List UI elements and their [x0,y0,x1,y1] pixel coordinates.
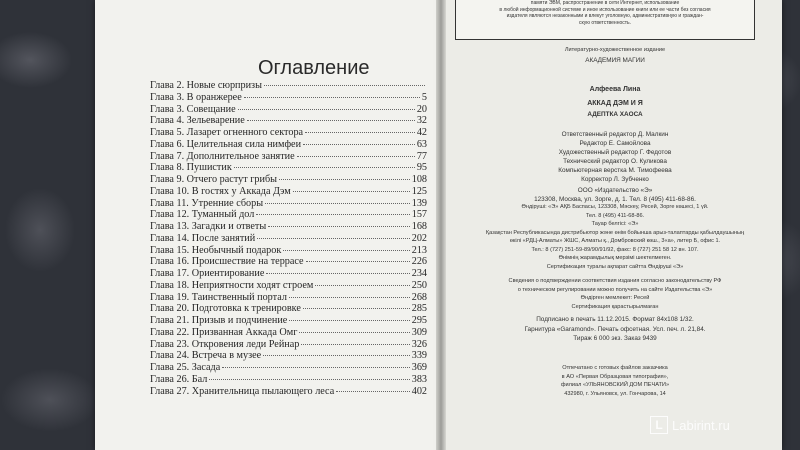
toc-entry-page: 108 [411,174,427,185]
genre-line: Литературно-художественное издание [564,47,666,53]
staff-line: Корректор Л. Зубченко [581,176,649,183]
kz-line: Қазақстан Республикасында дистрибьютор және өнім бойынша арыз-талаптарды қабылдаушының [485,229,745,236]
copyright-notice-box [455,0,755,40]
kz-line: өкілі «РДЦ-Алматы» ЖШС, Алматы қ., Домбровский көш., 3«а», литер Б, офис 1. [509,238,721,244]
publisher-line: 123308, Москва, ул. Зорге, д. 1. Тел. 8 (495) 411-68-86. [534,196,696,203]
printer-line: в АО «Первая Образцовая типография», [561,373,669,380]
cert-line: Сертификация қарастырылмаған [571,303,659,310]
toc-entry-label: Глава 16. Происшествие на террасе [150,256,304,268]
toc-entry-page: 168 [411,221,427,232]
toc-entry-label: Глава 14. После занятий [150,232,256,244]
notice-line: скую ответственность. [578,19,632,26]
book-title-line: АККАД ДЭМ И Я [587,100,643,107]
staff-line: Художественный редактор Г. Федотов [558,149,672,156]
toc-dot-leader [266,273,409,274]
toc-entry-label: Глава 7. Дополнительное занятие [150,150,295,162]
print-line: Тираж 6 000 экз. Заказ 9439 [573,335,657,342]
toc-entry-page: 202 [411,232,427,244]
toc-entry-page: 32 [416,115,427,127]
staff-line: Редактор Е. Самойлова [579,140,651,147]
toc-entry [150,80,427,92]
staff-line: Технический редактор О. Куликова [563,158,667,165]
toc-dot-leader [289,320,409,321]
toc-entry-page: 42 [416,127,427,138]
cert-line: о техническом регулировании можно получить на сайте Издательства «Э» [517,286,713,293]
toc-entry [150,209,427,221]
printer-line: 432980, г. Ульяновск, ул. Гончарова, 14 [564,390,666,397]
toc-entry-page: 402 [411,385,427,397]
toc-dot-leader [265,203,410,204]
toc-entry-label: Глава 25. Засада [150,362,221,373]
toc-entry-page: 268 [411,291,427,303]
toc-entry-label: Глава 4. Зельеварение [150,115,245,127]
toc-dot-leader [256,214,409,215]
toc-dot-leader [238,109,415,110]
toc-dot-leader [257,238,410,239]
toc-entry-label: Глава 24. Встреча в музее [150,350,262,362]
toc-entry-page: 226 [411,256,427,268]
toc-entry [150,174,427,186]
toc-entry-page: 295 [411,315,427,326]
toc-entry [150,115,427,127]
cert-line: Өндірген мемлекет: Ресей [580,295,650,301]
kz-line: Сертификация туралы ақпарат сайтта Өндіруші «Э» [546,263,684,270]
toc-entry-page: 20 [416,103,427,115]
publisher-line: ООО «Издательство «Э» [577,187,653,194]
toc-dot-leader [268,226,410,227]
cert-line: Сведения о подтверждении соответствия издания согласно законодательству РФ [508,278,722,284]
toc-entry [150,268,427,280]
author-line: Алфеева Лина [589,86,641,93]
toc-entry-page: 139 [411,197,427,209]
toc-entry [150,280,427,292]
toc-entry [150,350,427,362]
toc-dot-leader [305,132,415,133]
toc-dot-leader [283,250,409,251]
toc-dot-leader [301,344,409,345]
toc-entry [150,362,427,374]
kz-line: Тауар белгісі: «Э» [591,221,639,227]
toc-entry-label: Глава 21. Призыв и подчинение [150,315,288,326]
toc-entry [150,233,427,245]
toc-entry-label: Глава 17. Ориентирование [150,268,265,279]
toc-entry [150,315,427,327]
toc-entry-label: Глава 8. Пушистик [150,162,232,174]
printer-line: Отпечатано с готовых файлов заказчика [562,365,668,371]
toc-entry-label: Глава 9. Отчего растут грибы [150,174,277,185]
toc-entry-label: Глава 6. Целительная сила нимфеи [150,138,302,150]
toc-entry-label: Глава 10. В гостях у Аккада Дэм [150,185,291,197]
kz-line: Тел.: 8 (727) 251-59-89/90/91/92, факс: 8 (727) 251 58 12 вн. 107. [531,246,699,253]
toc-entry [150,92,427,104]
toc-dot-leader [247,120,415,121]
toc-entry [150,198,427,210]
toc-entry-page: 125 [411,185,427,197]
toc-entry-label: Глава 3. Совещание [150,103,236,115]
printer-line: филиал «УЛЬЯНОВСКИЙ ДОМ ПЕЧАТИ» [560,382,670,388]
toc-dot-leader [303,144,415,145]
kz-line: Тел. 8 (495) 411-68-86. [585,212,645,219]
toc-entry [150,151,427,163]
toc-entry-label: Глава 2. Новые сюрпризы [150,80,262,91]
book-subtitle-line: АДЕПТКА ХАОСА [587,111,643,118]
toc-entry-page: 5 [421,91,427,103]
toc-entry-page: 77 [416,150,427,162]
toc-dot-leader [234,167,415,168]
toc-dot-leader [303,308,410,309]
toc-entry-label: Глава 15. Необычный подарок [150,244,282,256]
staff-line: Компьютерная верстка М. Тимофеева [558,167,672,174]
toc-entry-label: Глава 22. Призванная Аккада Омг [150,326,298,338]
toc-entry-label: Глава 12. Туманный дол [150,209,255,221]
toc-entry [150,374,427,386]
toc-entry [150,303,427,315]
toc-dot-leader [289,297,410,298]
notice-line: памяти ЭВМ, распространение в сети Интернет, использование [530,0,680,6]
toc-dot-leader [336,391,409,392]
toc-entry-page: 285 [411,303,427,315]
watermark [650,416,730,434]
toc-entry-label: Глава 13. Загадки и ответы [150,221,267,232]
toc-entry-label: Глава 11. Утренние сборы [150,197,264,209]
toc-dot-leader [264,85,425,86]
toc-entry-page: 339 [411,350,427,362]
toc-entry [150,245,427,257]
toc-entry-label: Глава 26. Бал [150,373,208,385]
toc-entry [150,339,427,351]
toc-dot-leader [222,367,409,368]
toc-entry [150,186,427,198]
toc-entry-page: 157 [411,209,427,221]
toc-dot-leader [263,355,410,356]
toc-entry [150,221,427,233]
toc-dot-leader [244,97,420,98]
labirint-logo-icon: L [650,416,668,434]
watermark-text: Labirint.ru [672,417,730,433]
toc-dot-leader [279,179,410,180]
toc-entry [150,162,427,174]
series-line: АКАДЕМИЯ МАГИИ [585,57,645,64]
toc-dot-leader [315,285,409,286]
toc-entry-page: 213 [411,244,427,256]
toc-title: Оглавление [258,57,370,79]
toc-entry-page: 250 [411,279,427,291]
notice-line: издателя являются незаконными и влекут уголовную, административную и граждан- [506,13,704,19]
toc-list [150,80,427,397]
toc-entry-label: Глава 5. Лазарет огненного сектора [150,127,304,138]
toc-dot-leader [293,191,410,192]
toc-dot-leader [297,156,415,157]
toc-entry [150,139,427,151]
toc-entry [150,256,427,268]
toc-entry-page: 234 [411,268,427,279]
staff-line: Ответственный редактор Д. Малкин [561,131,669,138]
toc-entry-page: 383 [411,373,427,385]
toc-entry-label: Глава 3. В оранжерее [150,91,242,103]
notice-line: в любой информационной системе и иное использование книги или ее части без согласия [499,6,711,13]
toc-entry [150,104,427,116]
toc-entry-page: 63 [416,138,427,150]
toc-dot-leader [299,332,409,333]
toc-entry-label: Глава 19. Таинственный портал [150,291,287,303]
toc-dot-leader [209,379,409,380]
toc-entry [150,327,427,339]
toc-entry [150,127,427,139]
toc-entry-label: Глава 18. Неприятности ходят строем [150,279,314,291]
toc-dot-leader [306,261,410,262]
kz-line: Өнімнің жарамдылық мерзімі шектелмеген. [558,255,672,261]
print-line: Гарнитура «Garamond». Печать офсетная. Усл. печ. л. 21,84. [524,325,706,333]
toc-entry-page: 326 [411,338,427,350]
kz-line: Өндіруші: «Э» АҚБ Баспасы, 123308, Мәскеу, Ресей, Зорге көшесі, 1 үй. [521,204,709,210]
toc-entry-page: 95 [416,162,427,174]
toc-entry-label: Глава 27. Хранительница пылающего леса [150,385,335,397]
toc-entry [150,292,427,304]
book-spine-gutter [436,0,446,450]
toc-entry-page: 369 [411,362,427,373]
toc-entry-label: Глава 23. Откровения леди Рейнар [150,338,300,350]
toc-entry-page: 309 [411,326,427,338]
print-line: Подписано в печать 11.12.2015. Формат 84x108 1/32. [536,316,694,323]
toc-entry-label: Глава 20. Подготовка к тренировке [150,303,301,315]
toc-entry [150,386,427,398]
